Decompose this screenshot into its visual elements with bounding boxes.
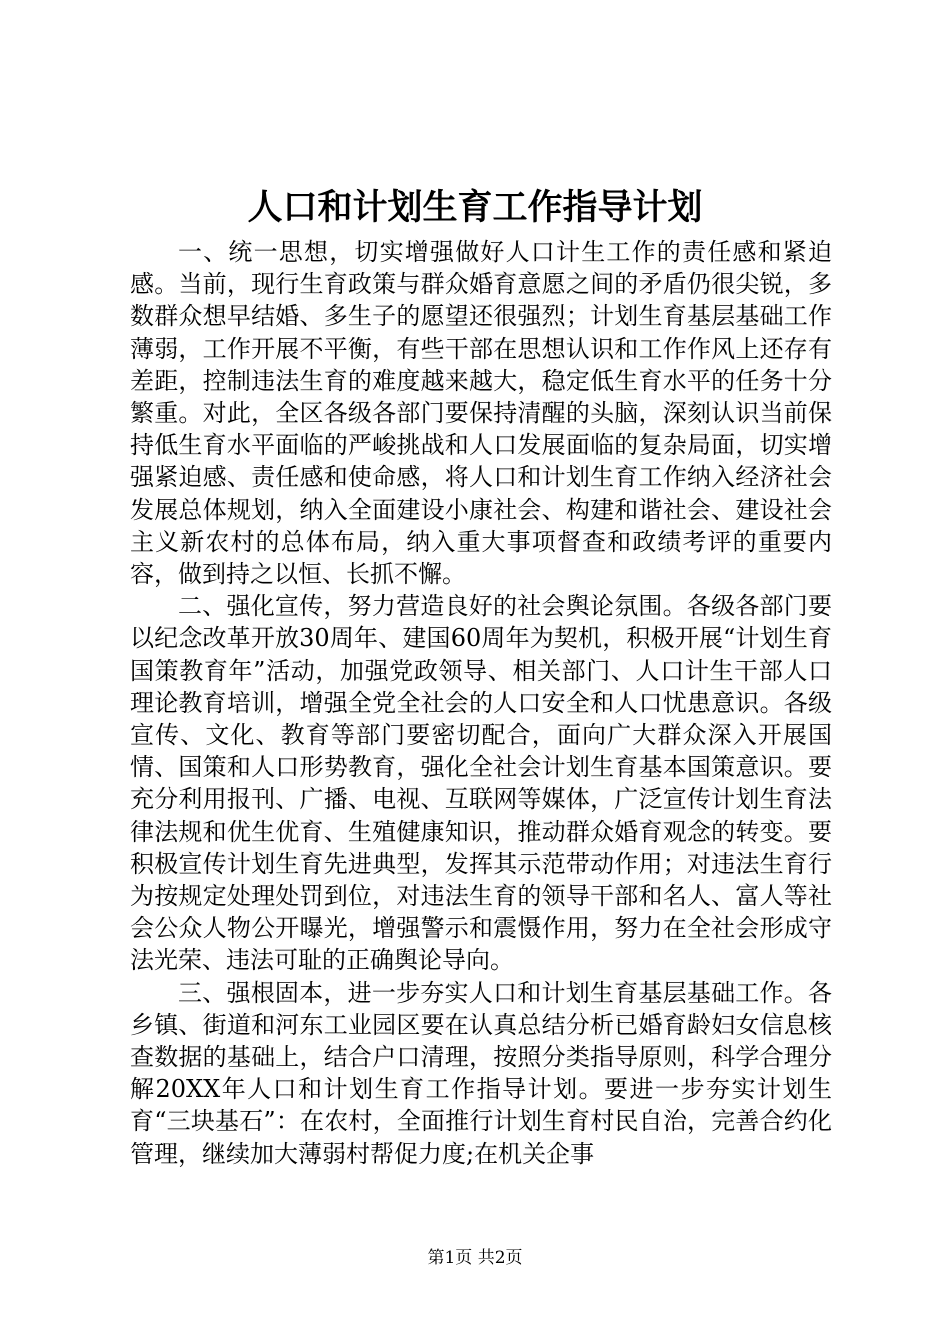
- paragraph-2: 二、强化宣传，努力营造良好的社会舆论氛围。各级各部门要以纪念改革开放30周年、建国60周年为契机，积极开展“计划生育国策教育年”活动，加强党政领导、相关部门、人口计生干部人口理论教育培训，增强全党全社会的人口安全和人口忧患意识。各级宣传、文化、教育等部门要密切配合，面向广大群众深入开展国情、国策和人口形势教育，强化全社会计划生育基本国策意识。要充分利用报刊、广播、电视、互联网等媒体，广泛宣传计划生育法律法规和优生优育、生殖健康知识，推动群众婚育观念的转变。要积极宣传计划生育先进典型，发挥其示范带动作用；对违法生育行为按规定处理处罚到位，对违法生育的领导干部和名人、富人等社会公众人物公开曝光，增强警示和震慑作用，努力在全社会形成守法光荣、违法可耻的正确舆论导向。: [130, 592, 832, 975]
- paragraph-3: 三、强根固本，进一步夯实人口和计划生育基层基础工作。各乡镇、街道和河东工业园区要在认真总结分析已婚育龄妇女信息核查数据的基础上，结合户口清理，按照分类指导原则，科学合理分解20XX年人口和计划生育工作指导计划。要进一步夯实计划生育“三块基石”：在农村，全面推行计划生育村民自治，完善合约化管理，继续加大薄弱村帮促力度;在机关企事: [130, 978, 832, 1168]
- document-title: 人口和计划生育工作指导计划: [247, 187, 703, 228]
- paragraph-1: 一、统一思想，切实增强做好人口计生工作的责任感和紧迫感。当前，现行生育政策与群众婚育意愿之间的矛盾仍很尖锐，多数群众想早结婚、多生子的愿望还很强烈；计划生育基层基础工作薄弱，工作开展不平衡，有些干部在思想认识和工作作风上还存有差距，控制违法生育的难度越来越大，稳定低生育水平的任务十分繁重。对此，全区各级各部门要保持清醒的头脑，深刻认识当前保持低生育水平面临的严峻挑战和人口发展面临的复杂局面，切实增强紧迫感、责任感和使命感，将人口和计划生育工作纳入经济社会发展总体规划，纳入全面建设小康社会、构建和谐社会、建设社会主义新农村的总体布局，纳入重大事项督查和政绩考评的重要内容，做到持之以恒、长抓不懈。: [130, 238, 832, 589]
- document-body: [130, 236, 832, 1170]
- page-number-footer: 第1页 共2页: [427, 1248, 523, 1268]
